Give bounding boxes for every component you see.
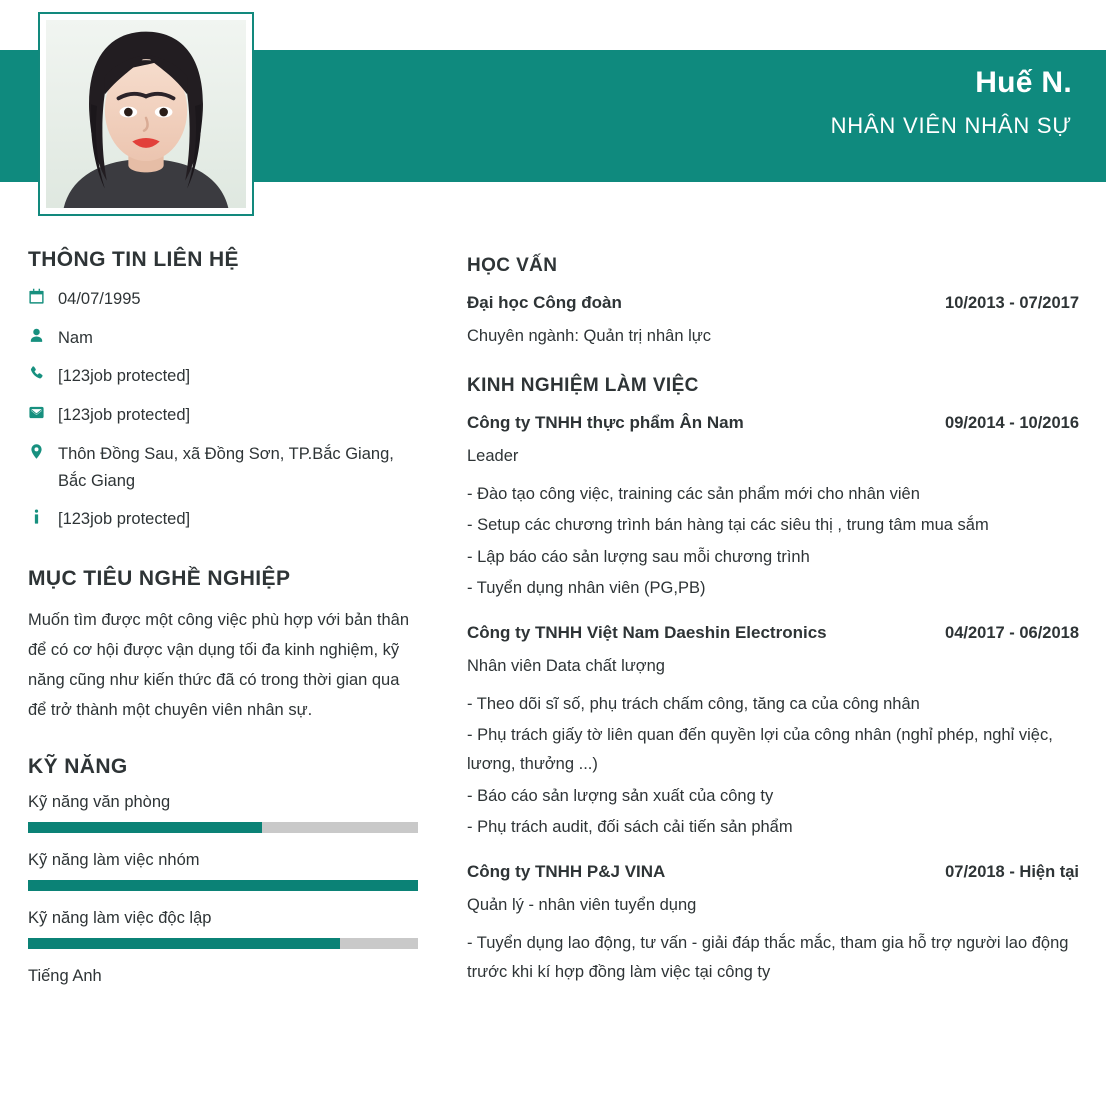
contact-value: 04/07/1995 — [58, 290, 141, 308]
education-section-title: HỌC VẤN — [467, 255, 558, 276]
list-item: - Đào tạo công việc, training các sản phẩm mới cho nhân viên — [467, 484, 920, 503]
map-pin-icon — [28, 441, 58, 460]
page-title: Huế N. — [975, 66, 1072, 99]
experience-position: Leader — [467, 447, 519, 466]
person-icon — [28, 325, 58, 344]
experience-entry-header — [467, 623, 1079, 643]
experience-date-range: 04/2017 - 06/2018 — [945, 624, 1079, 643]
education-school-name: Đại học Công đoàn — [467, 293, 622, 312]
contact-row-gender — [28, 325, 420, 352]
contact-value: Nam — [58, 328, 93, 347]
experience-entry — [467, 413, 1079, 603]
experience-position: Nhân viên Data chất lượng — [467, 657, 665, 676]
skill-item — [28, 967, 420, 986]
experience-entry — [467, 623, 1079, 842]
education-entry — [467, 293, 1079, 349]
experience-entry — [467, 862, 1079, 987]
avatar-image — [46, 20, 246, 208]
header-text-group — [831, 66, 1072, 139]
skills-section-title: KỸ NĂNG — [28, 755, 128, 779]
list-item: - Tuyển dụng nhân viên (PG,PB) — [467, 578, 706, 597]
skill-item — [28, 851, 420, 891]
experience-date-range: 09/2014 - 10/2016 — [945, 414, 1079, 433]
list-item: - Setup các chương trình bán hàng tại các siêu thị , trung tâm mua sắm — [467, 516, 989, 535]
portrait-illustration — [46, 20, 246, 208]
experience-entry-header — [467, 413, 1079, 433]
experience-duty-list — [467, 690, 1079, 843]
experience-section-title: KINH NGHIỆM LÀM VIỆC — [467, 375, 699, 397]
info-icon — [28, 506, 58, 525]
experience-duty-list — [467, 929, 1079, 988]
envelope-icon — [28, 402, 58, 421]
contact-value: Thôn Đồng Sau, xã Đồng Sơn, TP.Bắc Giang, Bắc Giang — [58, 444, 394, 490]
skill-progress-track — [28, 938, 418, 949]
experience-duty-list — [467, 480, 1079, 603]
experience-date-range: 07/2018 - Hiện tại — [945, 863, 1079, 882]
skill-progress-fill — [28, 822, 262, 833]
contact-value: [123job protected] — [58, 367, 191, 386]
experience-position: Quản lý - nhân viên tuyển dụng — [467, 896, 697, 915]
skill-item — [28, 793, 420, 833]
sidebar-left-column — [28, 248, 420, 1012]
avatar — [38, 12, 254, 216]
skill-progress-track — [28, 880, 418, 891]
list-item: - Phụ trách giấy tờ liên quan đến quyền lợi của công nhân (nghỉ phép, nghỉ việc, lương, thưởng ...) — [467, 725, 1053, 774]
experience-company-name: Công ty TNHH Việt Nam Daeshin Electronics — [467, 623, 827, 643]
contact-value: [123job protected] — [58, 406, 191, 425]
experience-section — [467, 375, 1079, 987]
skill-item — [28, 909, 420, 949]
list-item: - Lập báo cáo sản lượng sau mỗi chương trình — [467, 547, 810, 566]
education-date-range: 10/2013 - 07/2017 — [945, 294, 1079, 312]
education-major: Chuyên ngành: Quản trị nhân lực — [467, 327, 712, 345]
contact-section — [28, 248, 420, 533]
phone-icon — [28, 363, 58, 382]
skill-progress-fill — [28, 880, 418, 891]
education-section — [467, 255, 1079, 349]
list-item: - Tuyển dụng lao động, tư vấn - giải đáp thắc mắc, tham gia hỗ trợ người lao động trước khi kí hợp đồng làm việc tại công ty — [467, 933, 1069, 982]
career-objective-section — [28, 567, 420, 725]
skill-progress-track — [28, 822, 418, 833]
contact-row-phone[interactable] — [28, 363, 420, 390]
experience-company-name: Công ty TNHH P&J VINA — [467, 862, 666, 882]
list-item: - Báo cáo sản lượng sản xuất của công ty — [467, 786, 774, 805]
contact-list — [28, 286, 420, 533]
contact-row-birthdate — [28, 286, 420, 313]
contact-section-title: THÔNG TIN LIÊN HỆ — [28, 248, 239, 271]
skills-section — [28, 755, 420, 986]
job-title-subtitle: NHÂN VIÊN NHÂN SỰ — [830, 113, 1072, 138]
contact-row-address — [28, 441, 420, 494]
education-entry-header — [467, 293, 1079, 313]
skill-label: Kỹ năng làm việc nhóm — [28, 851, 200, 870]
list-item: - Theo dõi sĩ số, phụ trách chấm công, tăng ca của công nhân — [467, 694, 920, 713]
list-item: - Phụ trách audit, đối sách cải tiến sản phẩm — [467, 818, 793, 837]
objective-section-title: MỤC TIÊU NGHỀ NGHIỆP — [28, 567, 291, 591]
skill-progress-fill — [28, 938, 340, 949]
skill-label: Kỹ năng làm việc độc lập — [28, 909, 212, 928]
contact-row-email[interactable] — [28, 402, 420, 429]
main-right-column — [467, 255, 1079, 1014]
contact-row-info — [28, 506, 420, 533]
skill-label: Tiếng Anh — [28, 967, 102, 986]
skill-label: Kỹ năng văn phòng — [28, 793, 171, 812]
calendar-icon — [28, 286, 58, 305]
contact-value: [123job protected] — [58, 510, 191, 529]
experience-entry-header — [467, 862, 1079, 882]
experience-company-name: Công ty TNHH thực phẩm Ân Nam — [467, 413, 744, 433]
objective-body-text: Muốn tìm được một công việc phù hợp với bản thân để có cơ hội được vận dụng tối đa kinh nghiệm, kỹ năng cũng như kiến thức đã có trong thời gian qua để trở thành một chuyên viên nhân sự. — [28, 611, 410, 720]
